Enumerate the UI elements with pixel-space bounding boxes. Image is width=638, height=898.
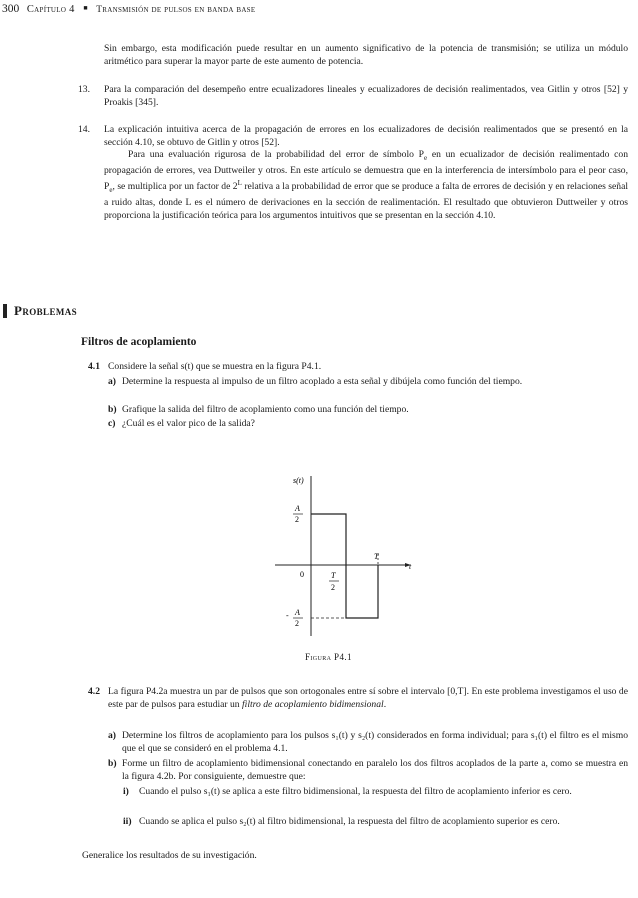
note-13-text: Para la comparación del desempeño entre ecualizadores lineales y ecualizadores de decisión realimentados, vea Gitlin y otros [52] y Proakis [345]. bbox=[104, 84, 628, 108]
subsection-title: Filtros de acoplamiento bbox=[81, 336, 197, 348]
problem-4-2-stem-1: La figura P4.2a muestra un par de pulsos que son ortogonales entre sí sobre el intervalo [0,T]. En este problema investigamos el uso de este par de pulsos para estudiar un bbox=[108, 686, 628, 710]
y-axis-label: s(t) bbox=[293, 476, 304, 485]
section-marker-bar bbox=[3, 304, 7, 318]
half-period-den: 2 bbox=[331, 583, 335, 592]
note-14-b1: Para una evaluación rigurosa de la probabilidad del error de símbolo P bbox=[128, 149, 424, 161]
problem-4-1-a bbox=[122, 376, 628, 389]
problem-4-2-b bbox=[122, 758, 628, 783]
chapter-label: Capítulo 4 bbox=[26, 4, 75, 15]
problem-4-1-a-text: Determine la respuesta al impulso de un filtro acoplado a esta señal y dibújela como función del tiempo. bbox=[122, 376, 523, 387]
problem-4-1-stem bbox=[108, 361, 628, 374]
neg-level-num: A bbox=[295, 608, 300, 617]
note-14-b4: relativa a la probabilidad de error que se produce a falta de errores de decisión y en relaciones señal a ruido altas, donde L es el número de derivaciones en la sección de realimentación. El resultado que obtuvieron Duttweiler y otros proporciona la justificación teórica para los argumentos intuitivos que se presentan en la sección 4.10. bbox=[104, 181, 628, 221]
note-14-text-a: La explicación intuitiva acerca de la propagación de errores en los ecualizadores de decisión realimentados que se presentó en la sección 4.10, se obtuvo de Gitlin y otros [52]. bbox=[104, 124, 628, 148]
intro-paragraph bbox=[104, 43, 628, 68]
negative-pulse bbox=[346, 565, 378, 618]
pos-level-num: A bbox=[295, 504, 300, 513]
problem-4-2-number: 4.2 bbox=[88, 686, 100, 697]
problem-4-2-stem bbox=[108, 686, 628, 711]
neg-level-sign: - bbox=[286, 611, 289, 620]
note-14-sub2: e bbox=[109, 186, 113, 195]
origin-label: 0 bbox=[300, 570, 304, 579]
problem-4-2-ii-text: Cuando se aplica el pulso s₂(t) al filtro bidimensional, la respuesta del filtro de acoplamiento superior es cero. bbox=[139, 816, 560, 827]
problem-4-2-a-label: a) bbox=[108, 730, 116, 741]
period-label: T bbox=[374, 552, 379, 561]
note-14-b3: , se multiplica por un factor de 2 bbox=[112, 181, 238, 193]
problem-4-2-i-text: Cuando el pulso s₁(t) se aplica a este filtro bidimensional, la respuesta del filtro de acoplamiento inferior es cero. bbox=[139, 786, 572, 797]
bullet-icon: ■ bbox=[83, 4, 88, 12]
problem-4-1-a-label: a) bbox=[108, 376, 116, 387]
note-14-sub1: e bbox=[424, 154, 428, 163]
problem-4-1-c bbox=[122, 418, 628, 431]
note-13 bbox=[104, 84, 628, 109]
note-14-b2: en un ecualizador de decisión realimentado con propagación de errores, vea Duttweiler y otros. En este artículo se demuestra que en la interferencia de intersímbolo para el peor caso, P bbox=[104, 149, 628, 193]
intro-text: Sin embargo, esta modificación puede resultar en un aumento significativo de la potencia de transmisión; se utiliza un módulo aritmético para superar la mayor parte de este aumento de potencia. bbox=[104, 43, 628, 67]
running-header bbox=[2, 3, 255, 15]
figure-p4-1 bbox=[265, 468, 415, 643]
problem-4-1-number: 4.1 bbox=[88, 361, 100, 372]
half-period-num: T bbox=[331, 571, 336, 580]
problem-4-2-ii bbox=[139, 816, 628, 829]
problem-4-1-b-text: Grafique la salida del filtro de acoplamiento como una función del tiempo. bbox=[122, 404, 409, 415]
running-title: Transmisión de pulsos en banda base bbox=[96, 5, 256, 15]
positive-pulse bbox=[311, 514, 346, 565]
page-number: 300 bbox=[2, 3, 20, 15]
note-13-number: 13. bbox=[78, 84, 90, 95]
problem-4-2-i-label: i) bbox=[123, 786, 129, 797]
problem-4-2-closing-text: Generalice los resultados de su investigación. bbox=[82, 850, 257, 861]
problem-4-1-stem-text: Considere la señal s(t) que se muestra en la figura P4.1. bbox=[108, 361, 322, 372]
note-14-text-b bbox=[104, 149, 628, 222]
pos-level-den: 2 bbox=[295, 515, 299, 524]
problem-4-2-closing bbox=[82, 850, 622, 863]
problem-4-1-c-label: c) bbox=[108, 418, 116, 429]
section-title: Problemas bbox=[14, 303, 78, 318]
note-14 bbox=[104, 124, 628, 222]
problem-4-2-stem-em: filtro de acoplamiento bidimensional bbox=[242, 698, 384, 710]
problem-4-2-ii-label: ii) bbox=[123, 816, 132, 827]
figure-caption: Figura P4.1 bbox=[305, 652, 352, 662]
problem-4-1-b-label: b) bbox=[108, 404, 117, 415]
problem-4-1-b bbox=[122, 404, 628, 417]
note-14-number: 14. bbox=[78, 124, 90, 135]
problem-4-1-c-text: ¿Cuál es el valor pico de la salida? bbox=[122, 418, 255, 429]
neg-level-den: 2 bbox=[295, 619, 299, 628]
problem-4-2-a bbox=[122, 730, 628, 755]
problem-4-2-stem-2: . bbox=[383, 698, 387, 710]
problem-4-2-i bbox=[139, 786, 628, 799]
problem-4-2-stem-text bbox=[108, 686, 628, 711]
x-axis-label: t bbox=[409, 562, 412, 571]
problem-4-2-a-text: Determine los filtros de acoplamiento para los pulsos s₁(t) y s₂(t) considerados en forma individual; para s₁(t) el filtro es el mismo que el que se consideró en el problema 4.1. bbox=[122, 730, 628, 754]
problem-4-2-b-text: Forme un filtro de acoplamiento bidimensional conectando en paralelo los dos filtros acoplados de la parte a, como se muestra en la figura 4.2b. Por consiguiente, demuestre que: bbox=[122, 758, 628, 782]
note-14-sup: L bbox=[237, 179, 242, 188]
problem-4-2-b-label: b) bbox=[108, 758, 117, 769]
